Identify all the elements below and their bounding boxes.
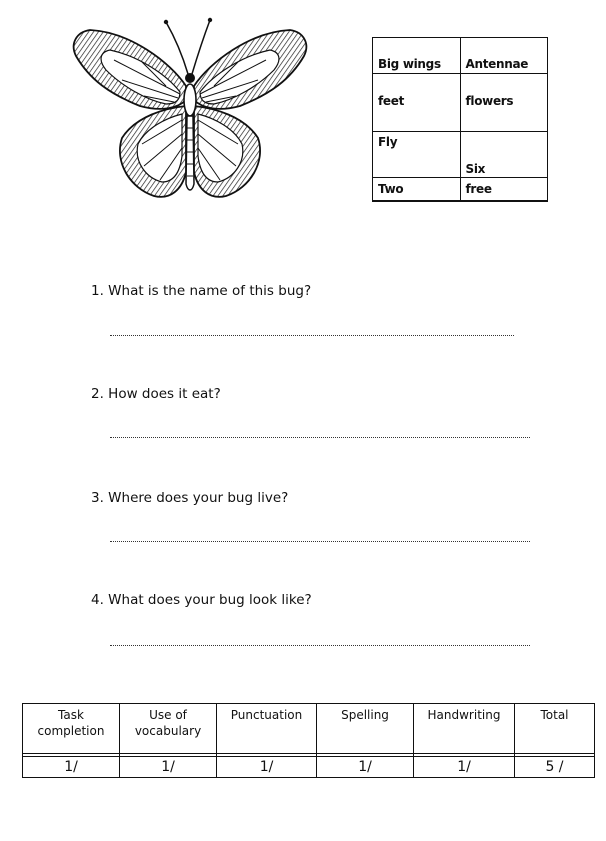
word-bank-cell: Fly	[373, 132, 461, 178]
word-bank-cell: Two	[373, 178, 461, 201]
rubric-score-punctuation[interactable]: 1/	[217, 757, 317, 778]
rubric-header-total: Total	[515, 704, 595, 754]
rubric-header-punctuation: Punctuation	[217, 704, 317, 754]
rubric-score-spelling[interactable]: 1/	[317, 757, 414, 778]
word-bank-cell: flowers	[460, 74, 548, 132]
question-3: 3. Where does your bug live?	[91, 490, 289, 506]
rubric-header-handwriting: Handwriting	[414, 704, 515, 754]
rubric-header-use-of-vocabulary: Use of vocabulary	[120, 704, 217, 754]
answer-line-3[interactable]	[110, 541, 530, 542]
rubric-score-task-completion[interactable]: 1/	[23, 757, 120, 778]
rubric-score-total[interactable]: 5 /	[515, 757, 595, 778]
rubric-header-task-completion: Task completion	[23, 704, 120, 754]
rubric-header-spelling: Spelling	[317, 704, 414, 754]
question-2: 2. How does it eat?	[91, 386, 221, 402]
butterfly-illustration	[70, 16, 310, 202]
rubric-table	[22, 703, 595, 778]
word-bank-cell: Six	[460, 132, 548, 178]
answer-line-1[interactable]	[110, 335, 514, 336]
word-bank-cell: Big wings	[373, 38, 461, 74]
answer-line-4[interactable]	[110, 645, 530, 646]
question-1: 1. What is the name of this bug?	[91, 283, 312, 299]
word-bank-cell: feet	[373, 74, 461, 132]
word-bank-cell: Antennae	[460, 38, 548, 74]
rubric-score-use-of-vocabulary[interactable]: 1/	[120, 757, 217, 778]
rubric-score-handwriting[interactable]: 1/	[414, 757, 515, 778]
answer-line-2[interactable]	[110, 437, 530, 438]
word-bank-cell: free	[460, 178, 548, 201]
question-4: 4. What does your bug look like?	[91, 592, 312, 608]
word-bank-table	[372, 37, 548, 202]
